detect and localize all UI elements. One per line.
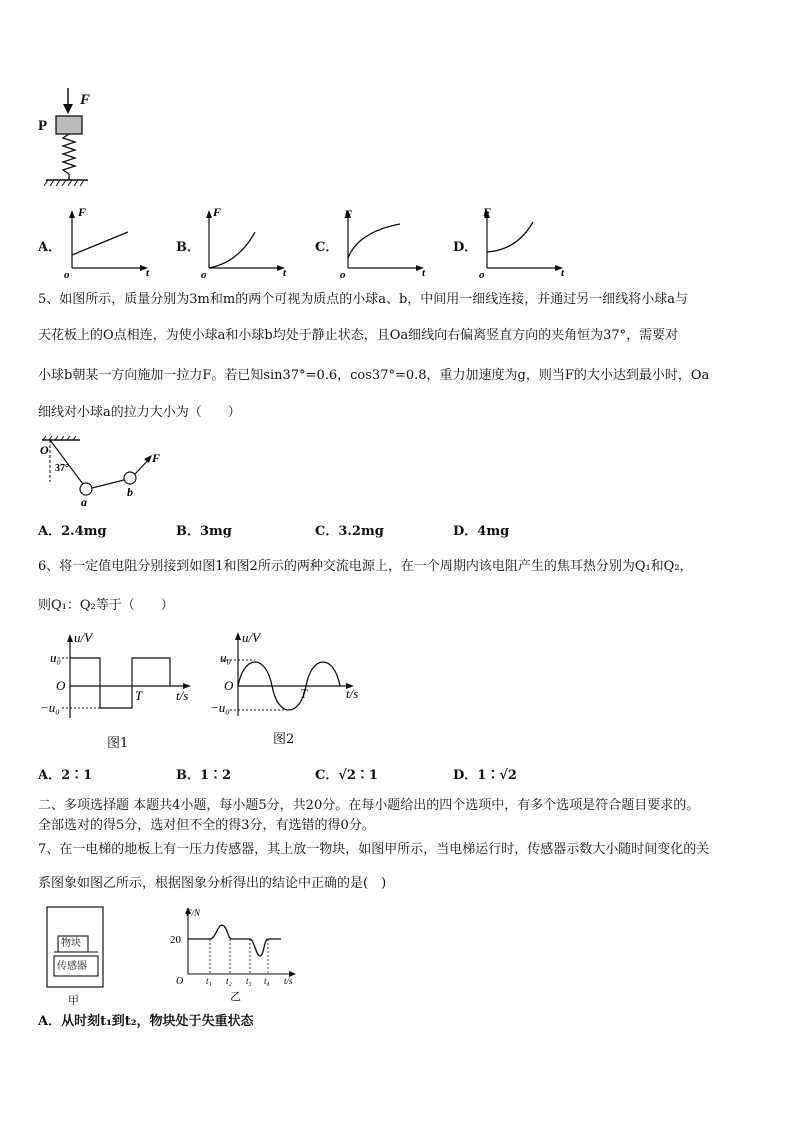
fig1-caption: 图1 bbox=[107, 736, 129, 751]
fig2-neg-u0: −u₀ bbox=[210, 700, 230, 715]
q4a-x-label: t bbox=[146, 267, 150, 279]
q4-option-c-letter[interactable]: C． bbox=[315, 240, 339, 255]
q5-line-2: 天花板上的O点相连，为使小球a和小球b均处于静止状态，且Oa细线向右偏离竖直方向的夹角恒为37°，需要对 bbox=[38, 328, 679, 343]
fig1-x-label: t/s bbox=[176, 688, 189, 703]
q4-graph-a bbox=[62, 202, 154, 280]
q4b-x-label: t bbox=[283, 267, 287, 279]
q4d-y-label: F bbox=[483, 205, 492, 219]
force-label-f: F bbox=[80, 92, 91, 108]
q7-option-a[interactable]: A．从时刻t₁到t₂，物块处于失重状态 bbox=[38, 1014, 254, 1029]
fig1-origin: O bbox=[56, 678, 66, 693]
fig1-period: T bbox=[135, 688, 143, 703]
q7-graph-t2: t₂ bbox=[226, 976, 232, 986]
q4-option-a-letter[interactable]: A． bbox=[38, 240, 62, 255]
q4d-origin: o bbox=[479, 269, 485, 281]
q5-line-1: 5、如图所示，质量分别为3m和m的两个可视为质点的小球a、b，中间用一细线连接，并通过另一细线将小球a与 bbox=[38, 292, 689, 307]
q6-option-d[interactable]: D．1∶√2 bbox=[453, 768, 517, 783]
q7-line-2: 系图象如图乙所示，根据图象分析得出的结论中正确的是( ) bbox=[38, 876, 387, 891]
q4-graph-c bbox=[338, 202, 430, 280]
q7-graph-y-value: 20 bbox=[170, 934, 181, 946]
section2-line-1: 二、多项选择题 本题共4小题，每小题5分，共20分。在每小题给出的四个选项中，有多个选项是符合题目要求的。 bbox=[38, 798, 700, 813]
q4a-y-label: F bbox=[78, 205, 87, 219]
q7-graph-t1: t₁ bbox=[206, 976, 212, 986]
q4-option-b-letter[interactable]: B． bbox=[176, 240, 200, 255]
q6-option-b[interactable]: B．1∶2 bbox=[176, 768, 232, 783]
q4c-y-label: F bbox=[344, 207, 353, 221]
fig2-x-label: t/s bbox=[346, 686, 359, 701]
q5-option-c[interactable]: C．3.2mg bbox=[315, 524, 384, 539]
q4-graph-b bbox=[199, 202, 291, 280]
q4b-y-label: F bbox=[213, 205, 222, 219]
fig2-u0: u₀ bbox=[220, 650, 232, 665]
q6-fig1-square-wave bbox=[40, 628, 200, 724]
q4c-origin: o bbox=[340, 269, 346, 281]
q6-line-2: 则Q₁：Q₂等于（ ） bbox=[38, 598, 174, 613]
q7-graph-t3: t₃ bbox=[246, 976, 252, 986]
fig2-period: T bbox=[300, 686, 308, 701]
q5-ball-b: b bbox=[127, 485, 133, 499]
q4b-origin: o bbox=[201, 269, 207, 281]
q7-force-time-graph bbox=[166, 904, 306, 988]
q7-graph-y-label: F/N bbox=[186, 908, 201, 918]
q5-point-o: O bbox=[40, 443, 49, 457]
q4-option-d-letter[interactable]: D． bbox=[453, 240, 478, 255]
q6-line-1: 6、将一定值电阻分别接到如图1和图2所示的两种交流电源上，在一个周期内该电阻产生的焦耳热分别为Q₁和Q₂， bbox=[38, 559, 693, 574]
q6-option-c[interactable]: C．√2∶1 bbox=[315, 768, 378, 783]
q6-fig2-sine-wave bbox=[208, 626, 368, 722]
two-balls-figure bbox=[36, 436, 166, 508]
q5-angle: 37° bbox=[55, 463, 69, 474]
q7-sensor-label: 传感器 bbox=[57, 961, 87, 972]
q5-line-4: 细线对小球a的拉力大小为（ ） bbox=[38, 405, 241, 420]
q5-option-b[interactable]: B．3mg bbox=[176, 524, 232, 539]
fig2-y-label: u/V bbox=[242, 630, 261, 645]
fig1-u0: u₀ bbox=[50, 650, 62, 665]
q5-line-3: 小球b朝某一方向施加一拉力F。若已知sin37°=0.6，cos37°=0.8，重力加速度为g，则当F的大小达到最小时，Oa bbox=[38, 368, 710, 383]
q4a-origin: o bbox=[64, 269, 70, 281]
q7-fig-jia-caption: 甲 bbox=[68, 994, 79, 1007]
q5-option-d[interactable]: D．4mg bbox=[453, 524, 510, 539]
q6-option-a[interactable]: A．2∶1 bbox=[38, 768, 93, 783]
fig2-origin: O bbox=[224, 678, 234, 693]
q7-line-1: 7、在一电梯的地板上有一压力传感器，其上放一物块，如图甲所示，当电梯运行时，传感器示数大小随时间变化的关 bbox=[38, 842, 710, 857]
block-label-p: P bbox=[38, 118, 48, 134]
q4c-x-label: t bbox=[422, 267, 426, 279]
section2-line-2: 全部选对的得5分，选对但不全的得3分，有选错的得0分。 bbox=[38, 818, 375, 833]
fig1-y-label: u/V bbox=[74, 630, 93, 645]
q7-fig-yi-caption: 乙 bbox=[230, 990, 241, 1003]
q5-ball-a: a bbox=[81, 495, 87, 509]
q7-block-label: 物块 bbox=[61, 938, 81, 949]
fig2-caption: 图2 bbox=[273, 732, 295, 747]
q4-graph-d bbox=[477, 202, 569, 280]
q7-graph-origin: O bbox=[176, 976, 184, 987]
q7-graph-x-label: t/s bbox=[284, 976, 293, 986]
q5-force: F bbox=[152, 451, 161, 465]
q4d-x-label: t bbox=[561, 267, 565, 279]
q5-option-a[interactable]: A．2.4mg bbox=[38, 524, 107, 539]
q7-graph-t4: t₄ bbox=[264, 976, 270, 986]
fig1-neg-u0: −u₀ bbox=[40, 700, 60, 715]
